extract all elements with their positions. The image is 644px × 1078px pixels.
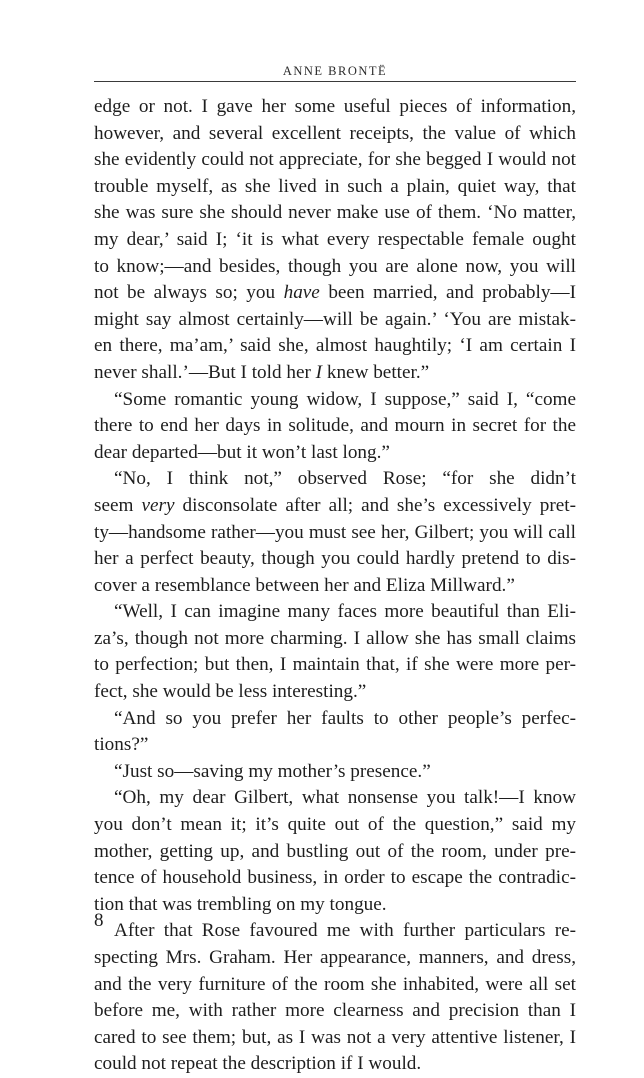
text-line (94, 945, 576, 972)
text-run: cared to see them; but, as I was not a very attentive listener, I (94, 1026, 576, 1048)
text-line (94, 918, 576, 945)
text-run: specting Mrs. Graham. Her appearance, manners, and dress, (94, 947, 576, 968)
text-run: edge or not. I gave her some useful pieces of information, (94, 96, 576, 117)
text-run: however, and several excellent receipts, the value of which (94, 122, 576, 144)
text-line (94, 200, 576, 227)
text-run: mother, getting up, and bustling out of the room, under pre- (94, 840, 576, 862)
text-line (94, 387, 576, 414)
text-run: not be always so; you (94, 282, 284, 304)
text-run: and the very furniture of the room she inhabited, were all set (94, 973, 576, 995)
text-run: “Some romantic young widow, I suppose,” said I, “come (114, 388, 576, 410)
text-run: dear departed—but it won’t last long.” (94, 441, 390, 463)
italic-text: have (283, 282, 320, 304)
text-line (94, 706, 576, 733)
text-line (94, 333, 576, 360)
header-rule (94, 81, 576, 82)
text-run: knew better.” (322, 361, 430, 383)
text-run: trouble myself, as she lived in such a plain, quiet way, that (94, 175, 576, 197)
italic-text: very (141, 494, 175, 516)
text-run: After that Rose favoured me with further particulars re- (114, 920, 576, 942)
text-run: disconsolate after all; and she’s excessively pret- (174, 494, 576, 516)
text-run: “Oh, my dear Gilbert, what nonsense you talk!—I know (114, 787, 576, 809)
running-head: ANNE BRONTË (282, 64, 388, 78)
text-run: en there, ma’am,’ said she, almost haughtily; ‘I am certain I (94, 335, 576, 357)
text-run: to perfection; but then, I maintain that, if she were more per- (94, 654, 576, 676)
text-line (94, 998, 576, 1025)
text-line (94, 254, 576, 281)
text-run: tion that was trembling on my tongue. (94, 893, 387, 915)
text-line (94, 652, 576, 679)
text-run: you don’t mean it; it’s quite out of the question,” said my (94, 814, 576, 836)
text-line (94, 520, 576, 547)
text-line (94, 1051, 576, 1078)
text-line (94, 839, 576, 866)
text-run: tence of household business, in order to escape the contradic- (94, 867, 576, 889)
text-line (94, 227, 576, 254)
text-run: fect, she would be less interesting.” (94, 681, 367, 703)
text-run: her a perfect beauty, though you could hardly pretend to dis- (94, 548, 576, 570)
text-run: she evidently could not appreciate, for she begged I would not (94, 149, 576, 171)
text-run: before me, with rather more clearness and precision than I (94, 1000, 576, 1022)
text-run: been married, and probably—I (319, 282, 576, 304)
text-run: “Just so—saving my mother’s presence.” (114, 760, 431, 782)
text-line (94, 174, 576, 201)
page-number: 8 (94, 910, 104, 931)
text-line (94, 147, 576, 174)
text-line (94, 892, 576, 919)
text-line (94, 759, 576, 786)
text-line (94, 679, 576, 706)
text-line (94, 94, 576, 121)
text-run: to know;—and besides, though you are alone now, you will (94, 255, 576, 277)
text-line (94, 865, 576, 892)
text-line (94, 972, 576, 999)
text-line (94, 546, 576, 573)
text-run: ty—handsome rather—you must see her, Gilbert; you will call (94, 521, 576, 543)
text-line (94, 493, 576, 520)
text-line (94, 413, 576, 440)
text-line (94, 1025, 576, 1052)
text-line (94, 812, 576, 839)
text-line (94, 466, 576, 493)
text-line (94, 785, 576, 812)
text-run: “No, I think not,” observed Rose; “for she didn’t (114, 468, 576, 490)
text-run: might say almost certainly—will be again.’ ‘You are mistak- (94, 308, 576, 330)
text-run: my dear,’ said I; ‘it is what every respectable female ought (94, 228, 576, 250)
body-text (94, 94, 576, 1078)
text-line (94, 440, 576, 467)
text-line (94, 360, 576, 387)
text-line (94, 573, 576, 600)
text-run: there to end her days in solitude, and mourn in secret for the (94, 415, 576, 437)
text-run: za’s, though not more charming. I allow she has small claims (94, 627, 576, 649)
text-run: “And so you prefer her faults to other people’s perfec- (114, 707, 576, 729)
italic-text: I (315, 361, 323, 383)
text-line (94, 307, 576, 334)
text-run: she was sure she should never make use of them. ‘No matter, (94, 202, 576, 224)
text-line (94, 599, 576, 626)
text-line (94, 121, 576, 148)
text-line (94, 280, 576, 307)
text-run: seem (94, 494, 142, 516)
text-run: could not repeat the description if I would. (94, 1053, 422, 1075)
text-run: cover a resemblance between her and Eliza Millward.” (94, 574, 515, 596)
text-line (94, 626, 576, 653)
text-run: “Well, I can imagine many faces more beautiful than Eli- (114, 601, 576, 623)
text-run: never shall.’—But I told her (94, 361, 316, 383)
text-run: tions?” (94, 734, 149, 756)
text-line (94, 732, 576, 759)
